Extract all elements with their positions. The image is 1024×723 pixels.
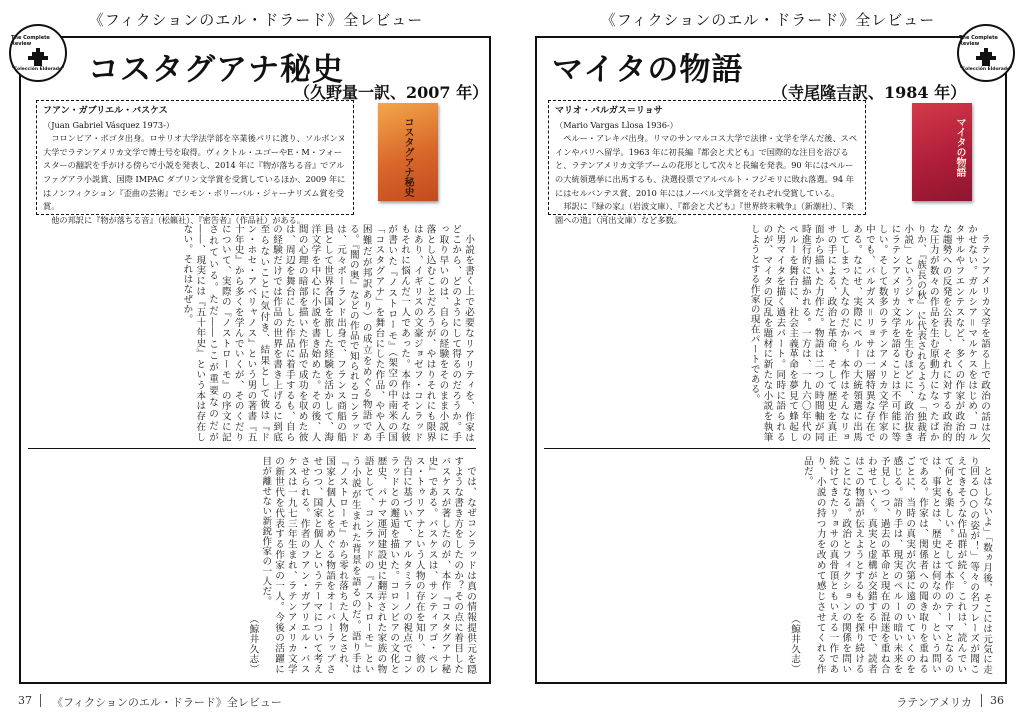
stepped-pyramid-icon <box>975 48 997 66</box>
translator-credit: （久野量一訳、2007 年） <box>294 83 489 102</box>
book-title: コスタグアナ秘史 <box>88 52 344 88</box>
author-other-works: 他の邦訳に『物が落ちる音』（松籟社）、『密告者』（作品社）がある。 <box>51 214 305 225</box>
page-number: 36 <box>981 694 1004 707</box>
author-name-ja: マリオ・バルガス＝リョサ <box>555 106 663 116</box>
page-number: 37 <box>18 694 41 707</box>
badge-top-text: The Complete Review <box>959 34 998 47</box>
review-paragraph: 小説を書く上で必要なリアリティを、作家はどこから、どのようにして得るのだろうか。手っ取り早いのは、自らの経験をそのまま小説に落とし込むことだろうが、やはりそれにも限界はあり、イギリスの文豪ジョゼフ・コンラッドもそれに悩んだ一人であった。本作はそんな彼が書いた『ノストローモ』（架空の中南米の国「コスタグアナ」を舞台にした作品、やや入手困難だが邦訳あり）の成立をめぐる物語である。『闇の奥』などの作品で知られるコンラッドは、元々ポーランド出身で、フランス商船の船員として世界各国を旅した経験を活かして、海洋文学を中心に小説を書き始めた。その後、人間の心理の暗部を描いた作品で成功を収めた彼は、周辺を舞台にした作品に着手するも、自らの経験だけでは作品の世界を書き上げるに到底至らないことに気付き、結果として彼は『ドン・ホセ・アベリャノス』という男の著書『五十年史』から多くを学んでいくが、そのくだりについて、実際の『ノストローモ』の序文に記されている。ただ――ここが重要なのだが――、現実には『五十年史』という本は存在しない。それはなぜか。 <box>181 224 474 442</box>
cover-title: コスタグアナ秘史 <box>402 117 413 197</box>
author-bio: ペルー・アレキパ出身。リマのサンマルコス大学で法律・文学を学んだ後、スペインやパリへ留学。1963 年に初長編『都会と犬ども』で国際的な注目を浴びると、ラテンアメリカ文学ブームの花形として次々と長編を発表。90 年にはペルーの大統領選挙に出馬するも、決選投票でアルベルト・フジモリに敗れ落選。94 年にはセルバンテス賞、2010 年にはノーベル文学賞をそれぞれ受賞している。 <box>555 133 858 198</box>
review-paragraph: ラテンアメリカ文学を語る上で政治の話は欠かせない。ガルシア＝マルケスをはじめ、コルタサルやフエンテスなど、多くの作家が政治的な趨勢への反発を公表し、それに対する政治的な圧力が数々の作品を生む原動力になったばかりか、『族長の秋』に代表されるような「独裁者小説」というジャンルを生むほどに、政治抜きにラテンアメリカ文学を語ることは不可能に等しい。そして数多のラテンアメリカ文学作家の中でも、バルガス＝リョサは一層特異な存在である。なにせ、実際にペルーの大統領選に出馬してしまった人なのだから。本作はそんなリョサの手による、政治と革命、そして歴史を真正面から描いた力作だ。物語は二つの時間軸が同時進行的に描かれる。一方は、一九六〇年代のペルーを舞台に、社会主義革命を夢見て蜂起した男マイタを描く過去パート。同時に語られるのが、マイタの反乱を題材に新たな小説を執筆しようとする作家の現在パートである。 <box>748 224 990 442</box>
reviewer-signature: （鯨井久志） <box>247 614 259 674</box>
review-body-bottom <box>544 456 992 674</box>
badge-bottom-text: "Colección Eldorado" <box>959 66 1013 72</box>
complete-review-badge-right <box>957 24 1015 82</box>
right-page <box>512 0 1024 723</box>
book-cover-image <box>912 103 972 201</box>
author-bio: コロンビア・ボゴタ出身。ロサリオ大学法学部を卒業後パリに渡り、ソルボンヌ大学でラテンアメリカ文学で博士号を取得。ヴィクトル・ユゴーやE・M・フォースターの翻訳を手がける傍らで小説を発表し、2014 年に『物が落ちる音』でアルファグアラ小説賞、国際 IMPAC ダブリン文学賞を受賞しているほか、2009 年にはノンフィクション『歪曲の芸術』でシモン・ボリーバル・ジャーナリズム賞を受賞。 <box>43 133 346 212</box>
reviewer-signature: （鯨井久志） <box>789 614 801 674</box>
column-divider <box>544 448 990 449</box>
running-head-left: 《フィクションのエル・ドラード》全レビュー <box>88 11 424 29</box>
complete-review-badge-left <box>9 24 67 82</box>
author-name-ja: フアン・ガブリエル・バスケス <box>43 106 168 116</box>
book-title: マイタの物語 <box>552 52 744 88</box>
review-paragraph: では、なぜコンラッドは真の情報提供元を隠すような書き方をしたのか？その点に着目したバスケスが著したのが、本作『コスタグアナ秘史』である。バスケスは、サンティアゴ・ペレス・トゥリアナという人物の存在を知り、彼の告白に基づいて、アルタミラーノの視点でコンラッドとの邂逅を描いた。コロンビアの文化と歴史、パナマ運河建設史に翻弄された家族の物語として、コンラッドの『ノストローモ』という小説が生まれた背景を語るのだ。語り手は『ノストローモ』から零れ落ちた人物とされ、国家と個人とをめぐる物語をオーバーラップさせつつ、国家と個人というテーマについて考えさせられる。作者のフアン・ガブリエル・バスケスは一九七三年生まれ、ラテンアメリカ文学の新世代を代表する作家の一人。今後の活躍に目が離せない新鋭作家の一人だ。 <box>260 456 476 674</box>
author-name-en: （Juan Gabriel Vásquez 1973-） <box>43 119 175 130</box>
book-cover-image <box>378 103 438 201</box>
review-body-top <box>28 224 474 442</box>
running-head-right: 《フィクションのエル・ドラード》全レビュー <box>600 11 936 29</box>
review-body-top <box>544 224 990 442</box>
review-paragraph: とはしないよ」「数ヵ月後、そこには元気に走り回る○○の姿が！」等々の名フレーズが聞こえてきそうな作品群が続く。これは、読んでいて何とも楽しい。そして本作のテーマとなるのは、事実とは、歴史とは何なのか、という問いである。作家は、関係者への聞き取りを重ねるごとに、当時の真実が次第に遠のいていくのを感じる。語り手は、現実のペルーの暗い未来を予見しつつ、過去の革命と現在の混迷を重ね合わせていく。真実と虚構が交錯する中で、読者はこの物語が伝えようとするものを探り続けることになる。政治とフィクションの関係を問い続けてきたリョサの真骨頂ともいえる一作であり、小説の持つ力を改めて感じさせてくれる作品だ。 <box>801 456 992 674</box>
author-profile-box <box>548 100 866 225</box>
stepped-pyramid-icon <box>27 48 49 66</box>
cover-title: マイタの物語 <box>954 117 965 177</box>
badge-top-text: The Complete Review <box>11 34 50 47</box>
folio-section-title: ラテンアメリカ <box>896 696 972 709</box>
author-name-en: （Mario Vargas Llosa 1936-） <box>555 119 678 130</box>
folio-section-title: 《フィクションのエル・ドラード》全レビュー <box>52 696 282 709</box>
review-body-bottom <box>28 456 476 674</box>
badge-bottom-text: "Colección Eldorado" <box>11 66 65 72</box>
column-divider <box>28 448 476 449</box>
author-other-works: 邦訳に『緑の家』（岩波文庫）、『都会と犬ども』『世界終末戦争』（新潮社）、『楽園への道』（河出文庫）など多数。 <box>555 201 854 225</box>
author-profile-box <box>36 100 354 225</box>
translator-credit: （寺尾隆吉訳、1984 年） <box>772 83 967 102</box>
